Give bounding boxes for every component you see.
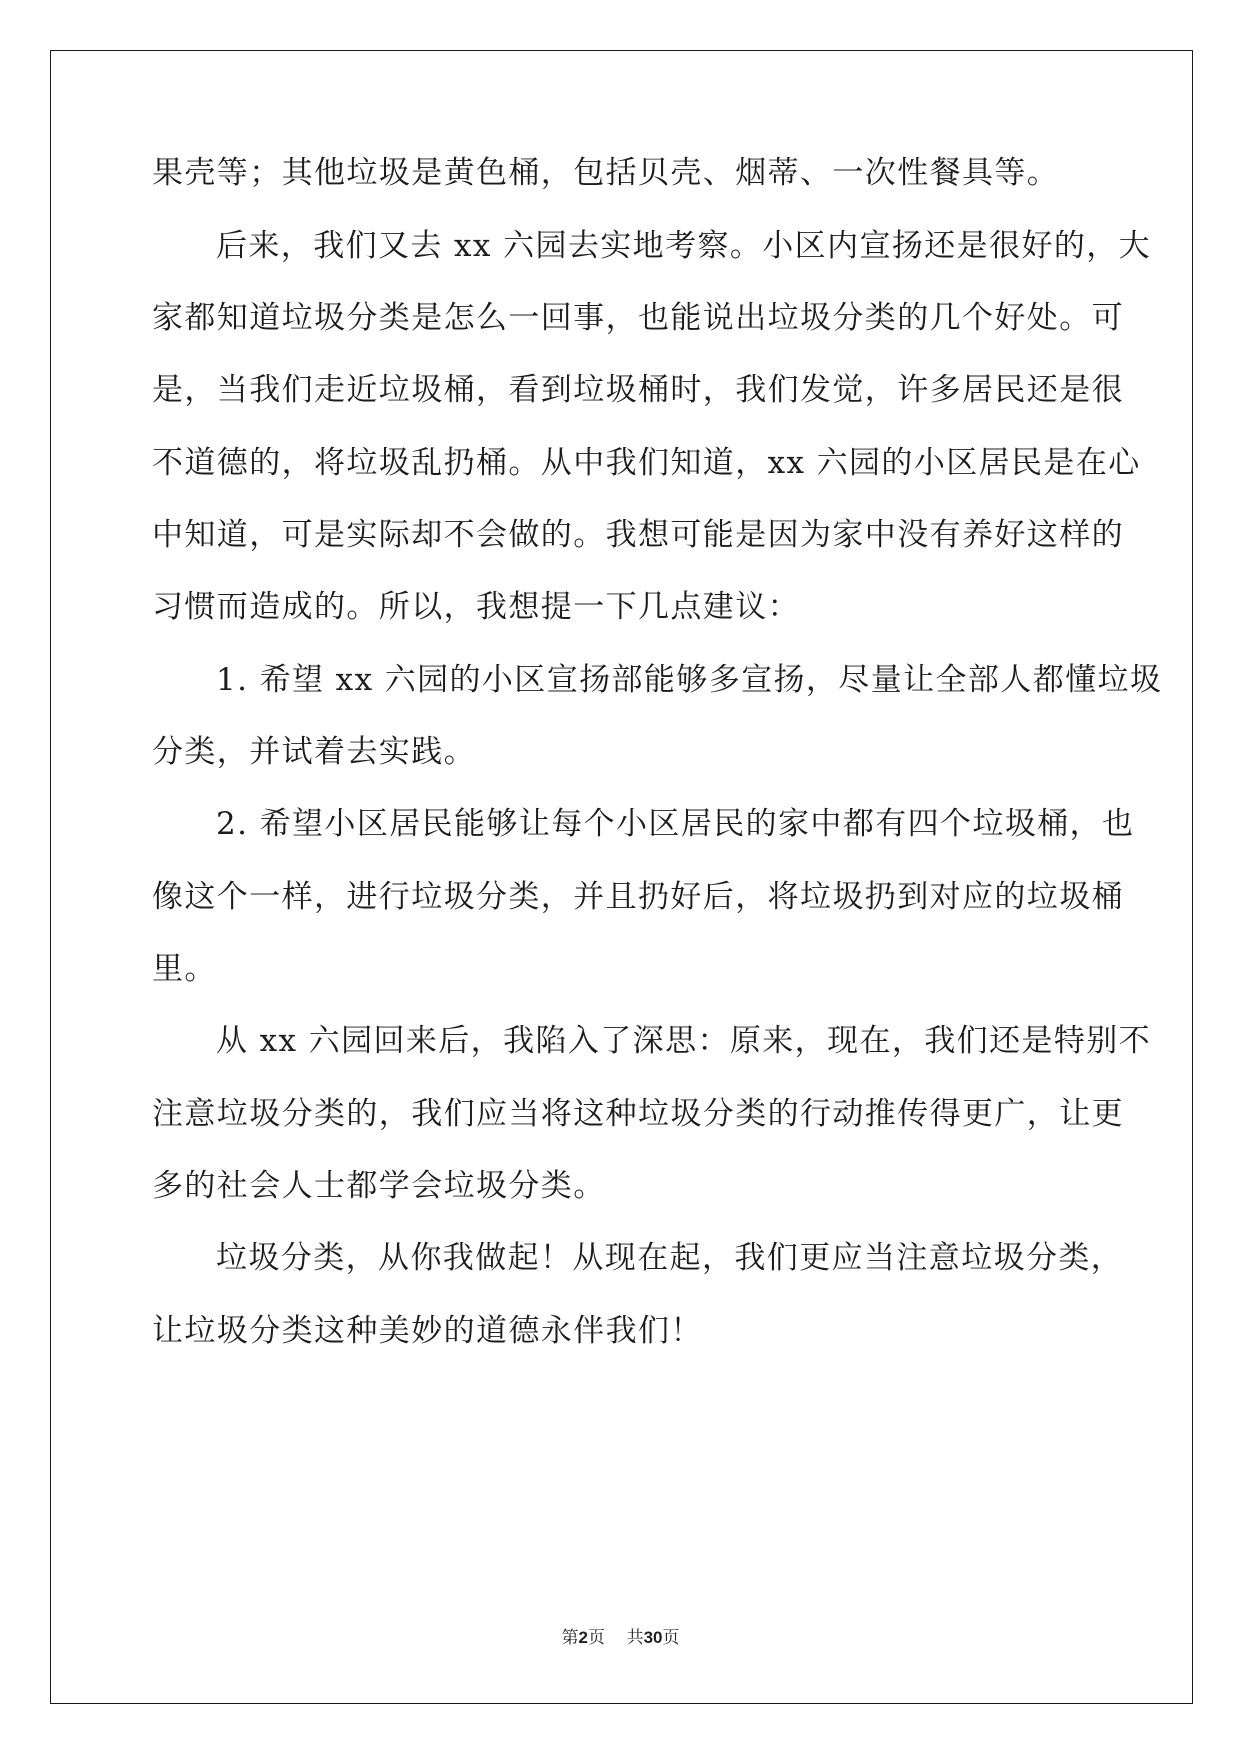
- page-footer: [0, 1626, 1241, 1650]
- page-suffix: 页: [587, 1628, 605, 1648]
- text-line-15: 多的社会人士都学会垃圾分类。: [152, 1168, 606, 1204]
- text-line-11: 像这个一样，进行垃圾分类，并且扔好后，将垃圾扔到对应的垃圾桶: [152, 879, 1124, 915]
- page-prefix: 第: [561, 1628, 579, 1648]
- total-suffix: 页: [662, 1628, 680, 1648]
- text-line-1: 果壳等；其他垃圾是黄色桶，包括贝壳、烟蒂、一次性餐具等。: [152, 155, 1060, 191]
- text-line-10: 2. 希望小区居民能够让每个小区居民的家中都有四个垃圾桶，也: [216, 806, 1135, 842]
- text-line-17: 让垃圾分类这种美妙的道德永伴我们！: [152, 1313, 703, 1349]
- text-line-14: 注意垃圾分类的，我们应当将这种垃圾分类的行动推传得更广，让更: [152, 1096, 1124, 1132]
- total-page-count: 30: [643, 1628, 663, 1647]
- total-prefix: 共: [626, 1628, 644, 1648]
- text-line-8: 1. 希望 xx 六园的小区宣扬部能够多宣扬，尽量让全部人都懂垃圾: [216, 662, 1163, 698]
- text-line-7: 习惯而造成的。所以，我想提一下几点建议：: [152, 589, 800, 625]
- text-line-6: 中知道，可是实际却不会做的。我想可能是因为家中没有养好这样的: [152, 517, 1124, 553]
- text-line-2: 后来，我们又去 xx 六园去实地考察。小区内宣扬还是很好的，大: [216, 228, 1152, 264]
- text-line-9: 分类，并试着去实践。: [152, 734, 476, 770]
- text-line-12: 里。: [152, 951, 217, 987]
- text-line-3: 家都知道垃圾分类是怎么一回事，也能说出垃圾分类的几个好处。可: [152, 300, 1124, 336]
- text-line-4: 是，当我们走近垃圾桶，看到垃圾桶时，我们发觉，许多居民还是很: [152, 372, 1124, 408]
- text-line-5: 不道德的，将垃圾乱扔桶。从中我们知道，xx 六园的小区居民是在心: [152, 445, 1141, 481]
- text-line-13: 从 xx 六园回来后，我陷入了深思：原来，现在，我们还是特别不: [216, 1023, 1152, 1059]
- current-page-number: 2: [578, 1628, 588, 1647]
- text-line-16: 垃圾分类，从你我做起！从现在起，我们更应当注意垃圾分类，: [216, 1240, 1124, 1276]
